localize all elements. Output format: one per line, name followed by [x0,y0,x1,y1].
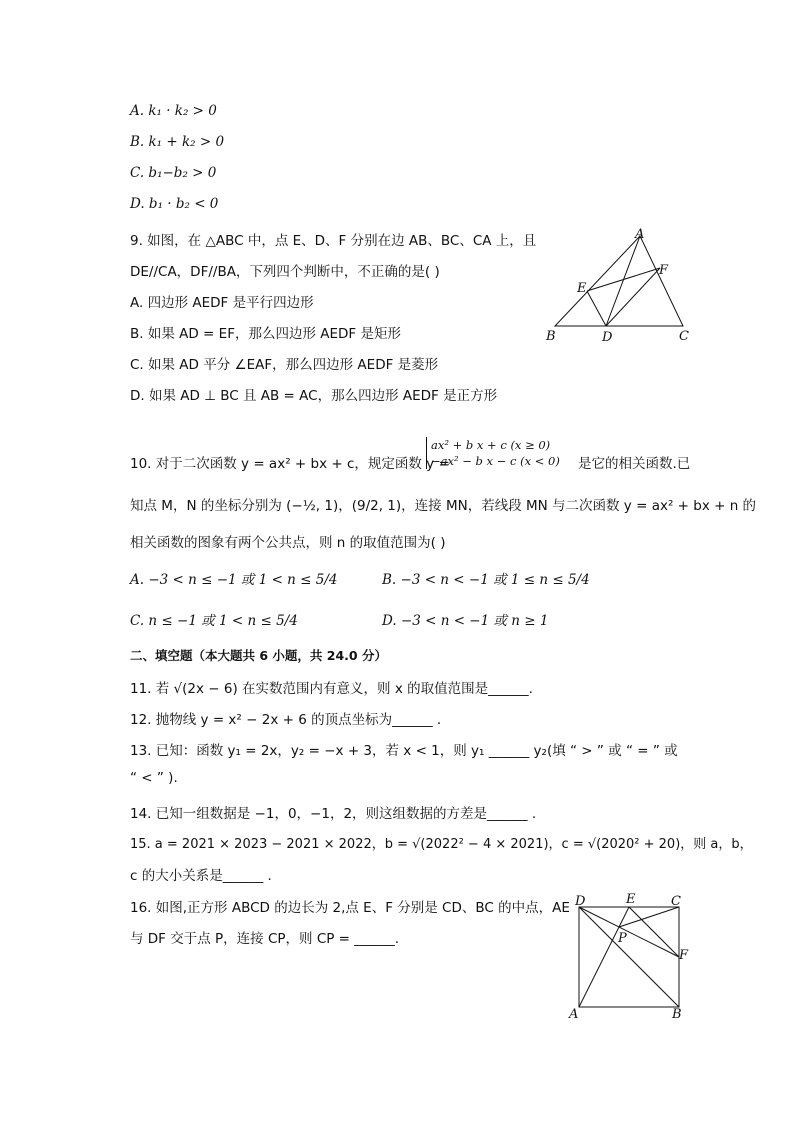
q9-option-a: A. 四边形 AEDF 是平行四边形 [130,295,314,311]
q8-option-b: B. k₁ + k₂ > 0 [130,134,225,150]
q13-line2: “ < ” ). [130,770,178,786]
q16-label-e: E [626,892,636,907]
q10-piece2: −ax² − b x − c (x < 0) [431,454,560,468]
q9-label-c: C [679,329,689,344]
q14-text: 14. 已知一组数据是 −1，0，−1，2，则这组数据的方差是______ . [130,806,537,822]
q9-option-d: D. 如果 AD ⊥ BC 且 AB = AC，那么四边形 AEDF 是正方形 [130,388,498,404]
q15-line2: c 的大小关系是______ . [130,868,272,884]
q16-label-d: D [575,894,586,909]
q16-label-b: B [672,1007,682,1022]
q10-piecewise [426,437,560,469]
section-fill-in-heading: 二、填空题（本大题共 6 小题，共 24.0 分） [130,648,387,663]
q10-option-b: B. −3 < n < −1 或 1 ≤ n ≤ 5/4 [382,572,590,588]
q16-label-p: P [618,931,627,946]
q9-label-b: B [546,329,556,344]
q10-piece1: ax² + b x + c (x ≥ 0) [431,438,551,452]
q13-line1: 13. 已知：函数 y₁ = 2x，y₂ = −x + 3，若 x < 1，则 y₁ ______ y₂(填 “ > ” 或 “ = ” 或 [130,743,678,759]
q9-label-f: F [659,263,669,278]
q15-line1: 15. a = 2021 × 2023 − 2021 × 2022，b = √(2022² − 4 × 2021)，c = √(2020² + 20)，则 a，b， [130,837,753,852]
q9-line1: 9. 如图，在 △ABC 中，点 E、D、F 分别在边 AB、BC、CA 上，且 [130,233,537,249]
q16-label-a: A [569,1007,579,1022]
q9-label-d: D [602,330,613,345]
q9-label-a: A [635,227,645,242]
q10-option-c: C. n ≤ −1 或 1 < n ≤ 5/4 [130,613,298,629]
q10-lead: 10. 对于二次函数 y = ax² + bx + c，规定函数 y = [130,456,450,472]
q16-line2: 与 DF 交于点 P，连接 CP，则 CP = ______. [130,931,400,947]
q12-text: 12. 抛物线 y = x² − 2x + 6 的顶点坐标为______ . [130,712,442,728]
q9-label-e: E [577,281,587,296]
q16-label-f: F [679,948,689,963]
q9-line2: DE//CA，DF//BA，下列四个判断中，不正确的是( ) [130,264,440,280]
q10-line2: 知点 M，N 的坐标分别为 (−½, 1)，(9/2, 1)，连接 MN，若线段 MN 与二次函数 y = ax² + bx + n 的 [130,498,757,514]
q16-label-c: C [671,894,681,909]
q9-option-b: B. 如果 AD = EF，那么四边形 AEDF 是矩形 [130,326,401,342]
q8-option-a: A. k₁ · k₂ > 0 [130,103,217,119]
q10-tail: 是它的相关函数.已 [578,456,691,472]
q9-option-c: C. 如果 AD 平分 ∠EAF，那么四边形 AEDF 是菱形 [130,357,439,373]
q8-option-d: D. b₁ · b₂ < 0 [130,196,219,212]
q9-triangle-figure [540,226,700,348]
q16-square-figure [566,890,696,1022]
q10-line3: 相关函数的图象有两个公共点，则 n 的取值范围为( ) [130,535,446,551]
q11-text: 11. 若 √(2x − 6) 在实数范围内有意义，则 x 的取值范围是______. [130,681,533,697]
q10-option-a: A. −3 < n ≤ −1 或 1 < n ≤ 5/4 [130,572,338,588]
q8-option-c: C. b₁−b₂ > 0 [130,165,217,181]
q16-line1: 16. 如图,正方形 ABCD 的边长为 2,点 E、F 分别是 CD、BC 的中点，AE [130,900,570,916]
q10-option-d: D. −3 < n < −1 或 n ≥ 1 [382,613,549,629]
